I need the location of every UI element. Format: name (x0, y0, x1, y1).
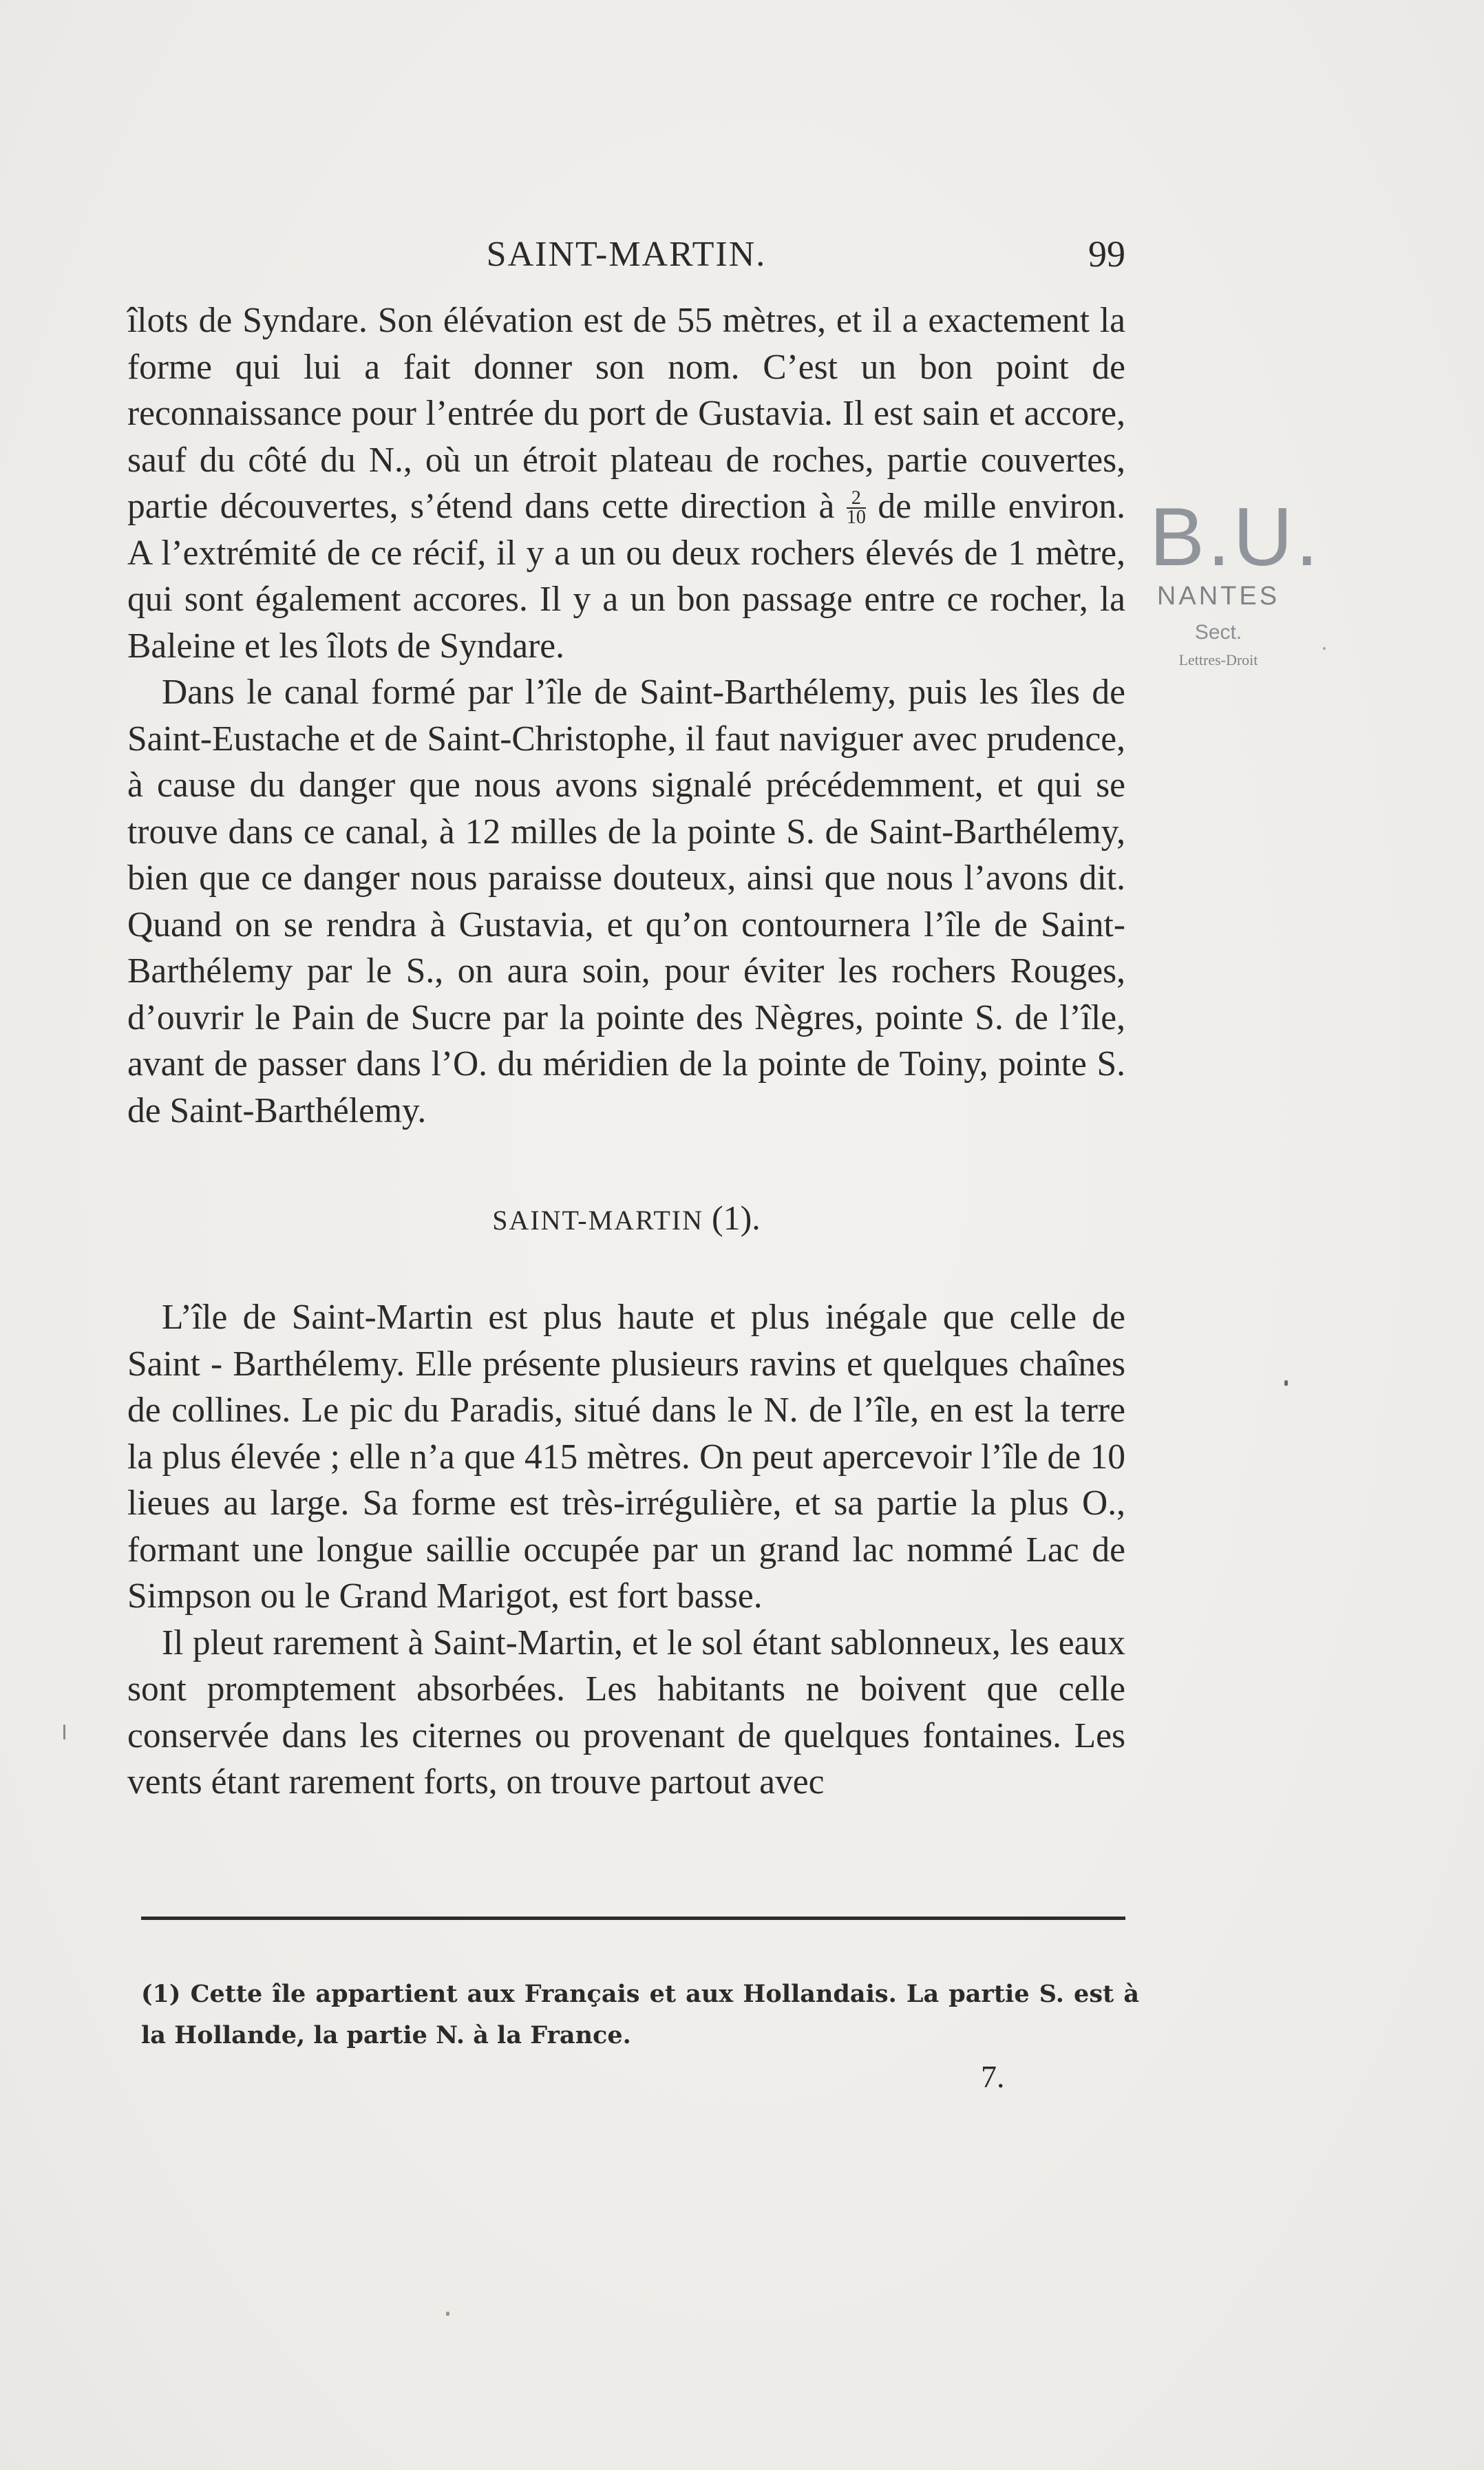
body-text-bottom (127, 1294, 1125, 1806)
footnote-reference: (1). (711, 1199, 761, 1237)
stamp-dept: Lettres-Droit (1178, 651, 1258, 668)
page-number: 99 (1088, 233, 1125, 275)
paper-speck (1284, 1380, 1288, 1386)
paragraph-description: L’île de Saint-Martin est plus haute et plus inégale que celle de Saint - Barthélemy. Elle présente plusieurs ravins et quelques chaînes de collines. Le pic du Paradis, situé dans le N. de l’île, en est la terre la plus élevée ; elle n’a que 415 mètres. On peut apercevoir l’île de 10 lieues au large. Sa forme est très-irrégulière, et sa partie la plus O., formant une longue saillie occupée par un grand lac nommé Lac de Simpson ou le Grand Marigot, est fort basse. (127, 1298, 1125, 1616)
paragraph-text: de mille environ. A l’extrémité de ce récif, il y a un ou deux rochers élevés de 1 mètre, qui sont également accores. Il y a un bon passage entre ce rocher, la Baleine et les îlots de Syndare. (127, 487, 1125, 666)
footnote: (1) Cette île appartient aux Français et aux Hollandais. La partie S. est à la Hollande, la partie N. à la France. (141, 1980, 1139, 2049)
fraction-denominator: 10 (846, 507, 866, 528)
paragraph-canal: Dans le canal formé par l’île de Saint-Barthélemy, puis les îles de Saint-Eustache et de Saint-Christophe, il faut naviguer avec prudence, à cause du danger que nous avons signalé précédemment, et qui se trouve dans ce canal, à 12 milles de la pointe S. de Saint-Barthélemy, bien que ce danger nous paraisse douteux, ainsi que nous l’avons dit. Quand on se rendra à Gustavia, et qu’on contournera l’île de Saint-Barthélemy par le S., on aura soin, pour éviter les rochers Rouges, d’ouvrir le Pain de Sucre par la pointe des Nègres, pointe S. de l’île, avant de passer dans l’O. du méridien de la pointe de Toiny, pointe S. de Saint-Barthélemy. (127, 673, 1125, 1130)
body-text-top (127, 297, 1125, 1134)
paragraph-text: îlots de Syndare. Son élévation est de 55 mètres, et il a exactement la forme qui lui a fait donner son nom. C’est un bon point de reconnaissance pour l’entrée du port de Gustavia. Il est sain et accore, sauf du côté du N., où un étroit plateau de roches, partie couvertes, partie découvertes, s’étend dans cette direction à (127, 301, 1125, 526)
section-heading (127, 1198, 1125, 1238)
running-head (127, 233, 1125, 281)
fraction (847, 489, 866, 527)
paper-speck (63, 1724, 65, 1740)
stamp-sect: Sect. (1194, 621, 1242, 644)
section-title: SAINT-MARTIN (492, 1205, 703, 1236)
signature-mark: 7. (981, 2059, 1005, 2094)
paper-speck (1323, 647, 1326, 650)
stamp-city: NANTES (1156, 582, 1280, 611)
paper-speck (446, 2312, 449, 2316)
library-stamp (1149, 491, 1322, 719)
fraction-numerator: 2 (847, 489, 866, 509)
running-title: SAINT-MARTIN. (486, 235, 767, 274)
footnote-rule (141, 1917, 1125, 1920)
paragraph-continued (127, 297, 1125, 669)
stamp-logo: B.U. (1149, 491, 1322, 583)
paragraph-climate: Il pleut rarement à Saint-Martin, et le sol étant sablonneux, les eaux sont promptement absorbées. Les habitants ne boivent que celle conservée dans les citernes ou provenant de quelques fontaines. Les vents étant rarement forts, on trouve partout avec (127, 1623, 1125, 1802)
